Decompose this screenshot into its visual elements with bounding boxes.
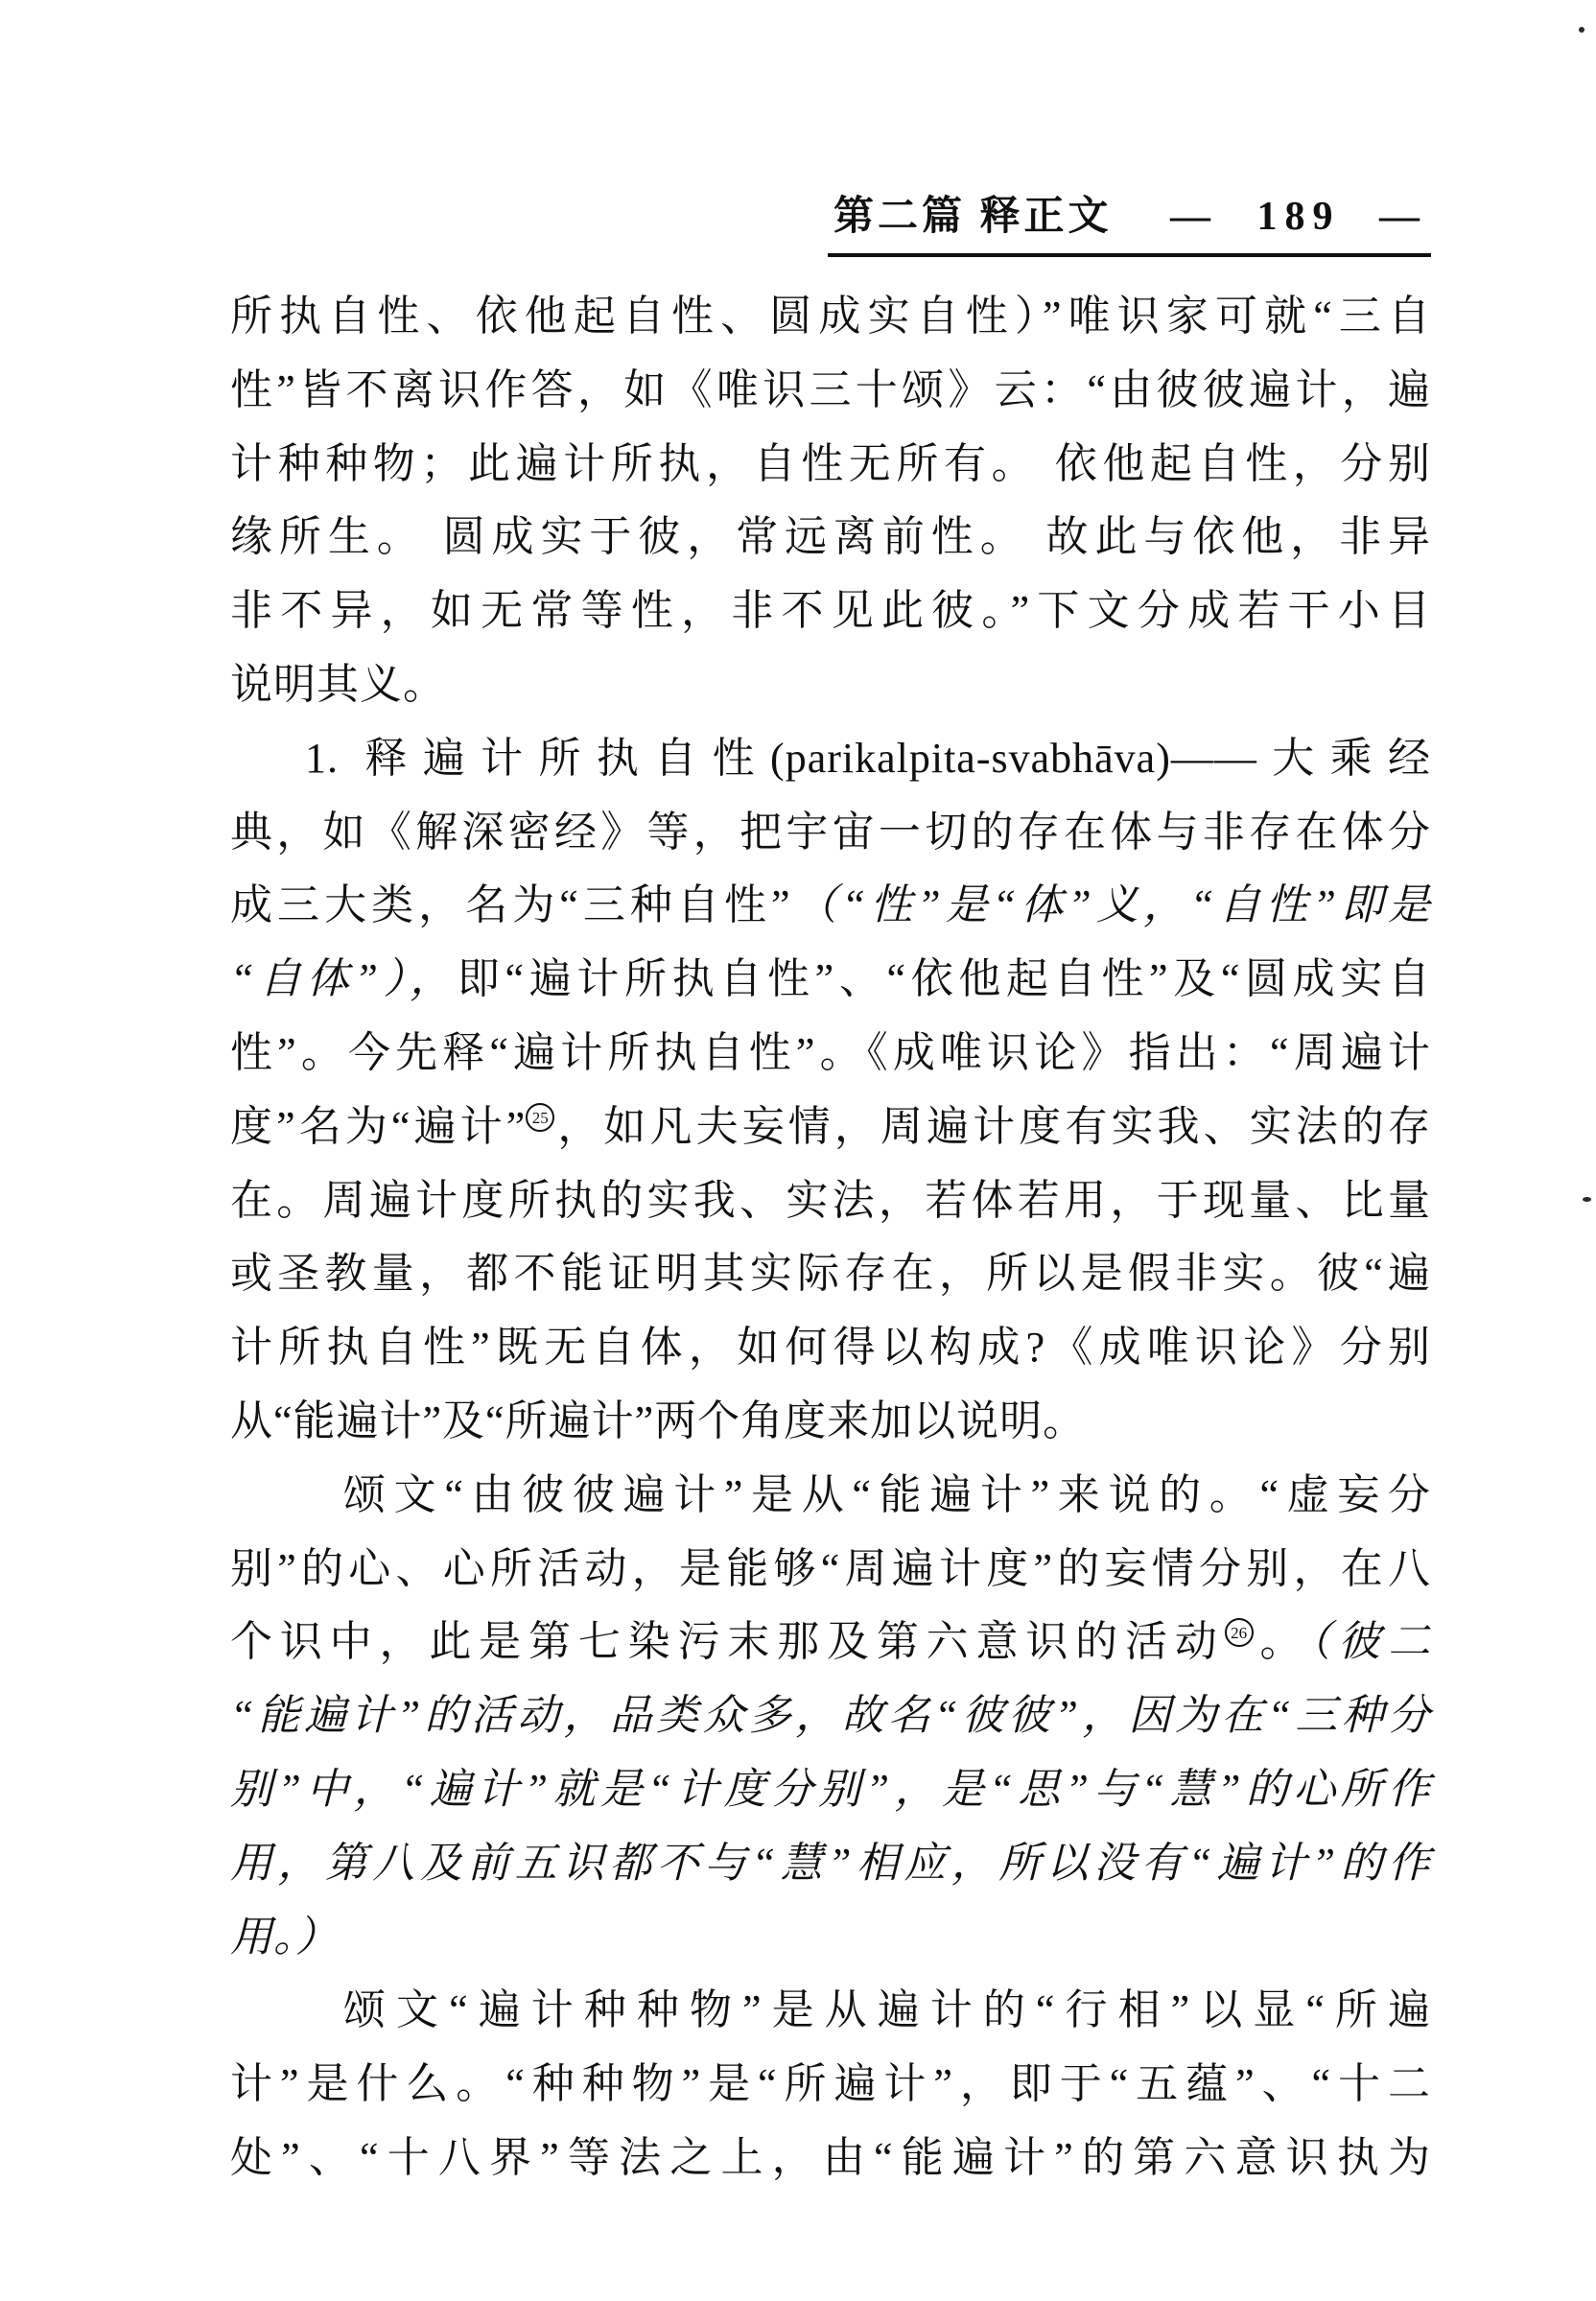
text-line — [230, 869, 1431, 943]
footnote-ref: 26 — [1225, 1618, 1254, 1647]
text-line — [230, 1974, 1431, 2048]
text-line — [230, 1679, 1431, 1753]
text-line — [230, 575, 1431, 648]
text-line — [230, 796, 1431, 870]
text-segment: 处”、“十八界”等法之上，由“能遍计”的第六意识执为 — [230, 2133, 1431, 2181]
text-line — [230, 1237, 1431, 1311]
text-segment: 缘所生。 圆成实于彼，常远离前性。 故此与依他，非异 — [230, 513, 1431, 561]
text-segment: 用。） — [230, 1913, 339, 1961]
text-line — [230, 1164, 1431, 1238]
text-segment: 颂文“遍计种种物”是从遍计的“行相”以显“所遍 — [343, 1986, 1431, 2034]
scan-speck — [1579, 27, 1584, 33]
text-segment: 所执自性、依他起自性、圆成实自性）”唯识家可就“三自 — [230, 293, 1431, 340]
text-segment: 1. 释遍计所执自性(parikalpita-svabhāva)——大乘经 — [305, 734, 1431, 782]
text-segment: ，如凡夫妄情，周遍计度有实我、实法的存 — [554, 1102, 1432, 1150]
text-line — [230, 354, 1431, 428]
page-header — [230, 184, 1431, 257]
text-segment: “自体”）， — [230, 955, 458, 1003]
text-line — [230, 1606, 1431, 1679]
text-segment: （“性”是“体”义，“自性”即是 — [790, 881, 1432, 929]
header-underline-group — [828, 184, 1431, 257]
text-line — [230, 501, 1431, 575]
text-segment: 度”名为“遍计” — [230, 1102, 527, 1150]
text-segment: 性”皆不离识作答，如《唯识三十颂》云：“由彼彼遍计，遍 — [230, 365, 1431, 413]
text-segment: 别”的心、心所活动，是能够“周遍计度”的妄情分别，在八 — [230, 1544, 1431, 1592]
text-segment: 计种种物；此遍计所执，自性无所有。 依他起自性，分别 — [230, 439, 1431, 487]
text-segment: 成三大类，名为“三种自性” — [230, 881, 791, 929]
text-line — [230, 1459, 1431, 1533]
text-line — [230, 648, 1431, 722]
text-line — [230, 428, 1431, 502]
text-segment: 从“能遍计”及“所遍计”两个角度来加以说明。 — [230, 1397, 1087, 1444]
text-segment: 典，如《解深密经》等，把宇宙一切的存在体与非存在体分 — [230, 808, 1431, 856]
text-line — [230, 1753, 1431, 1827]
text-line — [230, 2122, 1431, 2195]
text-segment: 或圣教量，都不能证明其实际存在，所以是假非实。彼“遍 — [230, 1250, 1431, 1298]
text-line — [230, 1385, 1431, 1459]
text-line — [230, 1311, 1431, 1385]
text-line — [230, 2048, 1431, 2122]
text-segment: 说明其义。 — [230, 660, 446, 708]
text-line — [230, 280, 1431, 354]
scan-speck — [1583, 1197, 1591, 1202]
chapter-title: 第二篇 释正文 — [833, 195, 1113, 239]
page-number-indicator: — 189 — — [1170, 195, 1427, 239]
text-segment: 性”。今先释“遍计所执自性”。《成唯识论》指出：“周遍计 — [230, 1028, 1431, 1076]
text-segment: 在。周遍计度所执的实我、实法，若体若用，于现量、比量 — [230, 1176, 1431, 1224]
text-segment: “能遍计”的活动，品类众多，故名“彼彼”，因为在“三种分 — [230, 1692, 1431, 1740]
text-segment: 非不异，如无常等性，非不见此彼。”下文分成若干小目 — [230, 587, 1431, 635]
text-segment: （彼二 — [1309, 1618, 1432, 1666]
text-segment: 即“遍计所执自性”、“依他起自性”及“圆成实自 — [457, 955, 1431, 1003]
text-segment: 别”中，“遍计”就是“计度分别”，是“思”与“慧”的心所作 — [230, 1765, 1431, 1813]
text-line — [230, 1901, 1431, 1975]
text-line — [230, 1827, 1431, 1901]
text-segment: 计所执自性”既无自体，如何得以构成?《成唯识论》分别 — [230, 1324, 1431, 1372]
text-block — [230, 280, 1431, 2195]
text-segment: 个识中，此是第七染污末那及第六意识的活动 — [230, 1618, 1225, 1666]
text-line — [230, 1091, 1431, 1164]
text-segment: 计”是什么。“种种物”是“所遍计”，即于“五蕴”、“十二 — [230, 2060, 1431, 2108]
footnote-ref: 25 — [526, 1103, 554, 1132]
text-line — [230, 722, 1431, 796]
text-line — [230, 943, 1431, 1017]
text-line — [230, 1533, 1431, 1607]
text-segment: 用，第八及前五识都不与“慧”相应，所以没有“遍计”的作 — [230, 1839, 1431, 1887]
text-segment: 。 — [1253, 1618, 1310, 1666]
text-segment: 颂文“由彼彼遍计”是从“能遍计”来说的。“虚妄分 — [343, 1470, 1431, 1518]
text-line — [230, 1017, 1431, 1091]
